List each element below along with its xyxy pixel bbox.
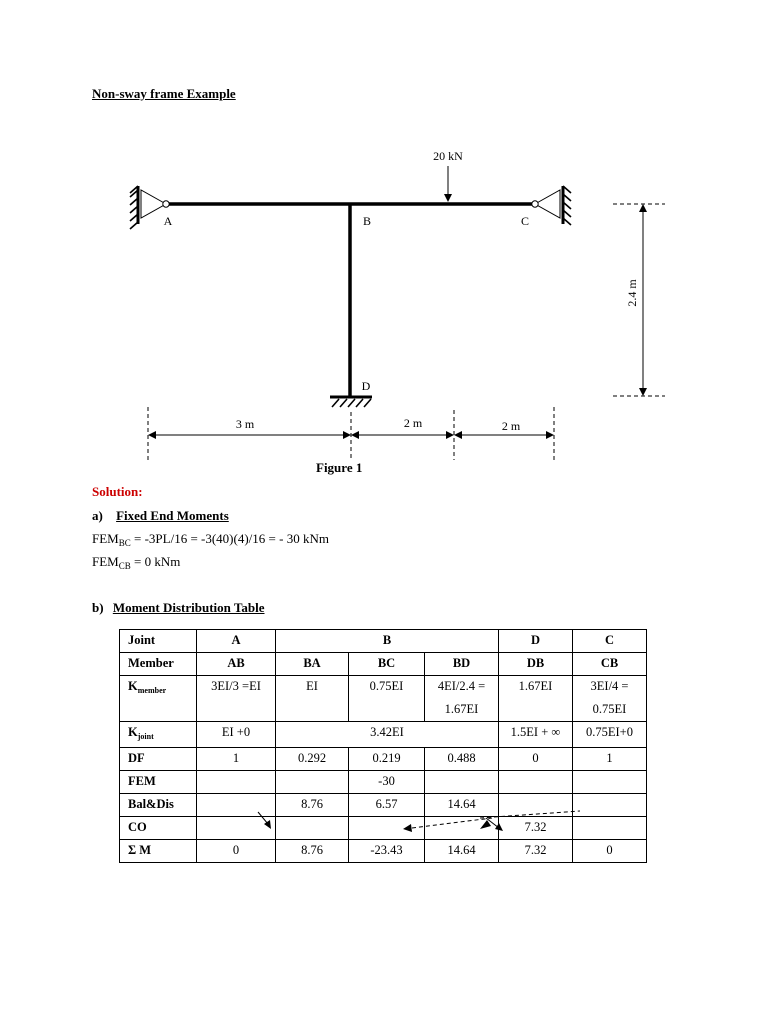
- row-label-co: CO: [120, 817, 197, 840]
- kmember-cell-db: 1.67EI: [499, 676, 573, 722]
- table-row-sum: [120, 840, 647, 863]
- baldis-cell-db: [499, 794, 573, 817]
- kmember-cell-cb: 3EI/4 = 0.75EI: [573, 676, 647, 722]
- df-cell-bd: 0.488: [425, 748, 499, 771]
- joint-label-c: C: [520, 214, 530, 228]
- row-label-df: DF: [120, 748, 197, 771]
- member-cell-db: DB: [499, 653, 573, 676]
- baldis-cell-cb: [573, 794, 647, 817]
- co-cell-db: 7.32: [499, 817, 573, 840]
- load-arrow: [444, 166, 452, 202]
- fem-cell-cb: [573, 771, 647, 794]
- df-cell-bc: 0.219: [349, 748, 425, 771]
- df-cell-cb: 1: [573, 748, 647, 771]
- fem-cb-equation: [92, 554, 180, 571]
- part-a-heading: [92, 508, 229, 524]
- span-label-b-load: 2 m: [403, 416, 423, 430]
- df-cell-ba: 0.292: [276, 748, 349, 771]
- fem-bc-expression: = -3PL/16 = -3(40)(4)/16 = - 30 kNm: [130, 531, 329, 546]
- kjoint-cell-c: 0.75EI+0: [573, 722, 647, 748]
- page-title: Non-sway frame Example: [92, 86, 236, 101]
- right-pin-support: [535, 190, 560, 218]
- joint-cell-c: C: [573, 630, 647, 653]
- height-label: 2.4 m: [625, 279, 639, 307]
- fem-cell-ab: [197, 771, 276, 794]
- fem-cell-db: [499, 771, 573, 794]
- member-cell-ab: AB: [197, 653, 276, 676]
- figure-caption: Figure 1: [316, 460, 363, 475]
- part-b-title: Moment Distribution Table: [112, 600, 265, 615]
- kmember-cell-bc: 0.75EI: [349, 676, 425, 722]
- part-b-heading: [92, 600, 265, 616]
- sum-cell-cb: 0: [573, 840, 647, 863]
- span-label-load-c: 2 m: [501, 419, 521, 433]
- kmember-cell-ba: EI: [276, 676, 349, 722]
- fem-cell-ba: [276, 771, 349, 794]
- part-a-title: Fixed End Moments: [116, 508, 229, 523]
- co-cell-ba: [276, 817, 349, 840]
- member-cell-bc: BC: [349, 653, 425, 676]
- row-label-joint: Joint: [120, 630, 197, 653]
- table-row-kmember: [120, 676, 647, 722]
- row-label-member: Member: [120, 653, 197, 676]
- left-pin-hinge: [163, 201, 169, 207]
- height-dimension: [613, 204, 665, 396]
- load-label: 20 kN: [433, 149, 463, 163]
- span-dimensions: [148, 407, 554, 460]
- table-row-member: [120, 653, 647, 676]
- left-support-hatch: [130, 186, 138, 229]
- left-pin-support: [141, 190, 166, 218]
- table-row-fem: [120, 771, 647, 794]
- kjoint-cell-d: 1.5EI + ∞: [499, 722, 573, 748]
- row-label-baldis: Bal&Dis: [120, 794, 197, 817]
- co-cell-ab: [197, 817, 276, 840]
- fixed-support-d: [330, 397, 372, 407]
- solution-heading: Solution:: [92, 484, 143, 499]
- fem-bc-prefix: FEM: [92, 531, 119, 546]
- table-row-kjoint: [120, 722, 647, 748]
- fem-cb-subscript: CB: [118, 561, 131, 571]
- sum-cell-ba: 8.76: [276, 840, 349, 863]
- fem-bc-equation: [92, 531, 329, 548]
- table-row-df: [120, 748, 647, 771]
- fem-cb-expression: = 0 kNm: [130, 554, 181, 569]
- sum-cell-bc: -23.43: [349, 840, 425, 863]
- row-label-fem: FEM: [120, 771, 197, 794]
- joint-label-d: D: [361, 379, 371, 393]
- row-label-kmember: $K_{member}$: [120, 676, 197, 722]
- joint-label-a: A: [163, 214, 173, 228]
- table-row-joint: [120, 630, 647, 653]
- baldis-cell-ab: [197, 794, 276, 817]
- span-label-ab: 3 m: [235, 417, 255, 431]
- kjoint-cell-a: EI +0: [197, 722, 276, 748]
- right-support-hatch: [563, 186, 571, 225]
- sum-cell-db: 7.32: [499, 840, 573, 863]
- member-cell-cb: CB: [573, 653, 647, 676]
- frame-diagram: [0, 0, 768, 480]
- row-label-kjoint: $K_{joint}$: [120, 722, 197, 748]
- joint-cell-d: D: [499, 630, 573, 653]
- fem-cb-prefix: FEM: [92, 554, 119, 569]
- sum-cell-ab: 0: [197, 840, 276, 863]
- df-cell-ab: 1: [197, 748, 276, 771]
- moment-distribution-table: [119, 629, 647, 863]
- table-row-co: [120, 817, 647, 840]
- kmember-cell-ab: 3EI/3 =EI: [197, 676, 276, 722]
- co-cell-bc: [349, 817, 425, 840]
- table-row-baldis: [120, 794, 647, 817]
- baldis-cell-ba: 8.76: [276, 794, 349, 817]
- fem-cell-bd: [425, 771, 499, 794]
- row-label-sum: Σ M: [120, 840, 197, 863]
- baldis-cell-bc: 6.57: [349, 794, 425, 817]
- joint-cell-b: B: [276, 630, 499, 653]
- kmember-cell-bd: 4EI/2.4 = 1.67EI: [425, 676, 499, 722]
- co-cell-bd: [425, 817, 499, 840]
- part-b-label: b): [92, 600, 104, 615]
- member-cell-bd: BD: [425, 653, 499, 676]
- sum-cell-bd: 14.64: [425, 840, 499, 863]
- right-pin-hinge: [532, 201, 538, 207]
- co-cell-cb: [573, 817, 647, 840]
- joint-cell-a: A: [197, 630, 276, 653]
- kjoint-cell-b: 3.42EI: [276, 722, 499, 748]
- fem-bc-subscript: BC: [118, 538, 131, 548]
- joint-label-b: B: [362, 214, 372, 228]
- df-cell-db: 0: [499, 748, 573, 771]
- member-cell-ba: BA: [276, 653, 349, 676]
- fem-cell-bc: -30: [349, 771, 425, 794]
- baldis-cell-bd: 14.64: [425, 794, 499, 817]
- part-a-label: a): [92, 508, 103, 523]
